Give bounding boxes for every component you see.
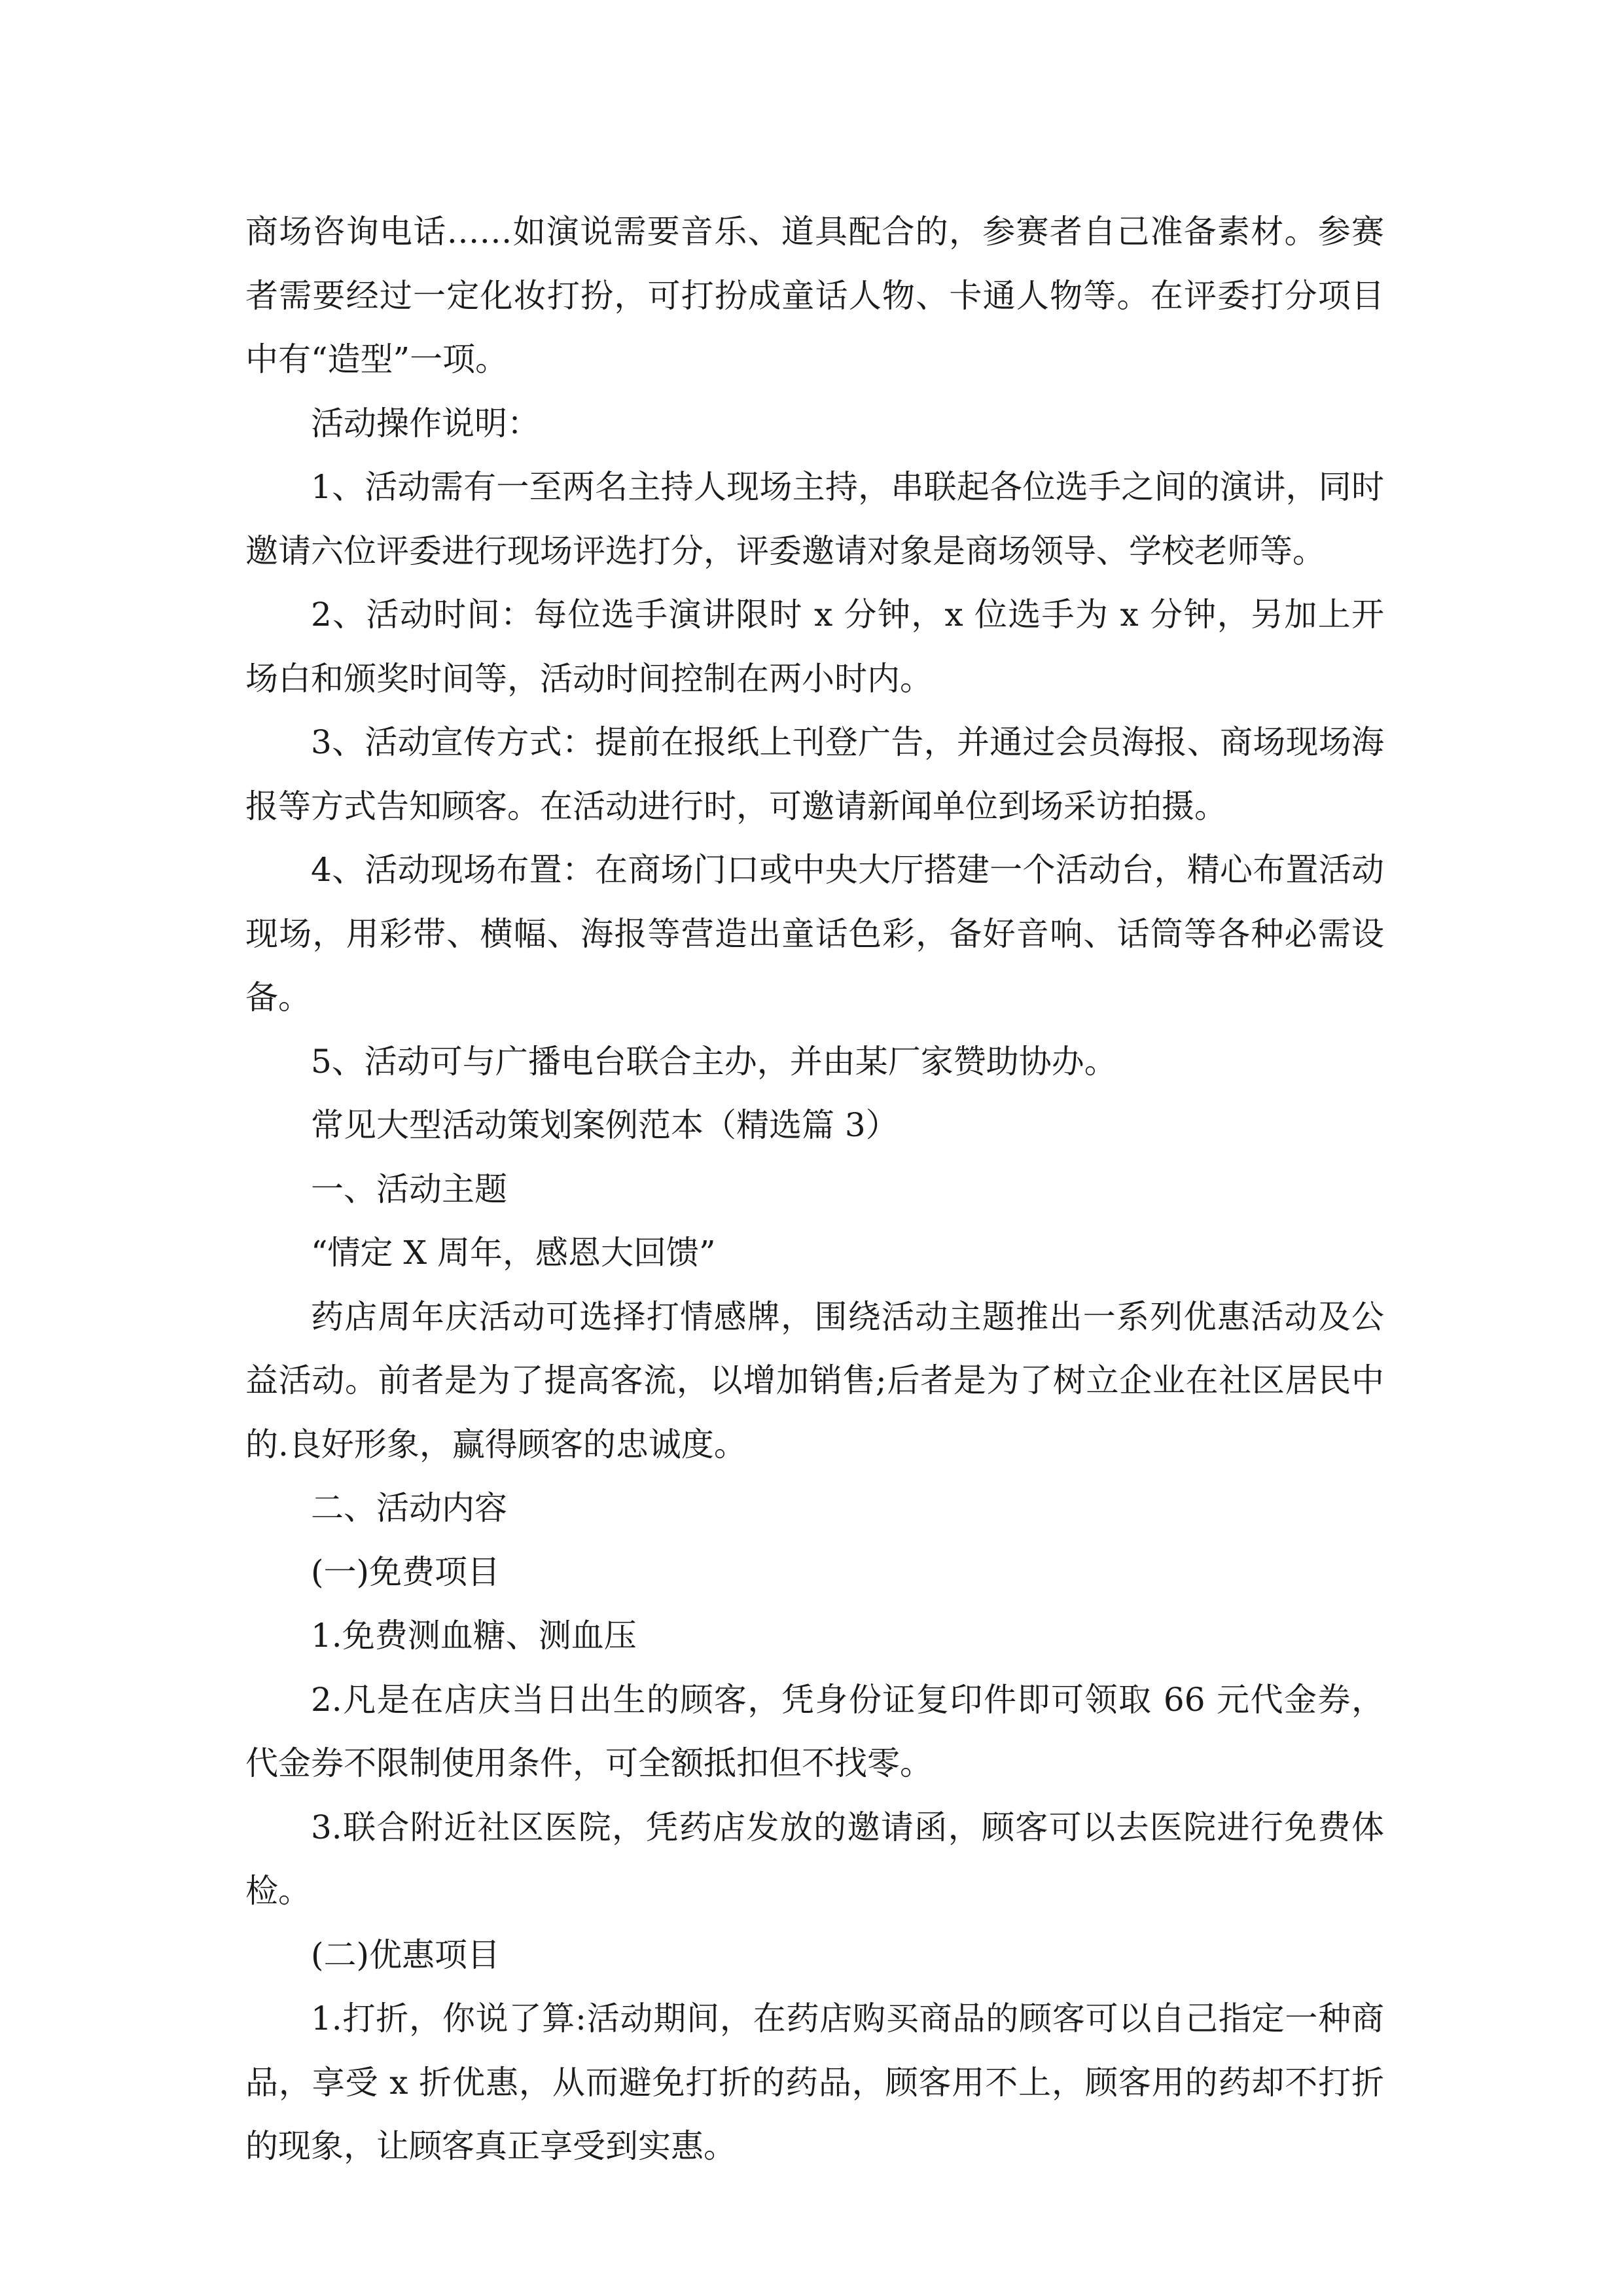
paragraph-intro-contact: 商场咨询电话……如演说需要音乐、道具配合的，参赛者自己准备素材。参赛者需要经过一定化妆打扮，可打扮成童话人物、卡通人物等。在评委打分项目中有“造型”一项。 [245, 213, 1384, 378]
list-item-free-checkup: 3.联合附近社区医院，凭药店发放的邀请函，顾客可以去医院进行免费体检。 [245, 1808, 1384, 1910]
section-title-case-3: 常见大型活动策划案例范本（精选篇 3） [311, 1106, 899, 1144]
document-page [245, 200, 1384, 2179]
list-item-birthday-voucher: 2.凡是在店庆当日出生的顾客，凭身份证复印件即可领取 66 元代金券，代金券不限制使用条件，可全额抵扣但不找零。 [245, 1680, 1384, 1782]
heading-activity-content: 二、活动内容 [311, 1489, 507, 1527]
list-item-discount-choice: 1.打折，你说了算:活动期间，在药店购买商品的顾客可以自己指定一种商品，享受 x 折优惠，从而避免打折的药品，顾客用不上，顾客用的药却不打折的现象，让顾客真正享受到实惠。 [245, 2000, 1384, 2165]
list-item-promotion: 3、活动宣传方式：提前在报纸上刊登广告，并通过会员海报、商场现场海报等方式告知顾客。在活动进行时，可邀请新闻单位到场采访拍摄。 [245, 723, 1384, 825]
heading-activity-theme: 一、活动主题 [311, 1170, 507, 1208]
list-item-time: 2、活动时间：每位选手演讲限时 x 分钟，x 位选手为 x 分钟，另加上开场白和颁奖时间等，活动时间控制在两小时内。 [245, 596, 1384, 698]
paragraph-theme-description: 药店周年庆活动可选择打情感牌，围绕活动主题推出一系列优惠活动及公益活动。前者是为了提高客流，以增加销售;后者是为了树立企业在社区居民中的.良好形象，赢得顾客的忠诚度。 [245, 1297, 1384, 1463]
list-item-venue-setup: 4、活动现场布置：在商场门口或中央大厅搭建一个活动台，精心布置活动现场，用彩带、横幅、海报等营造出童话色彩，备好音响、话筒等各种必需设备。 [245, 851, 1384, 1016]
list-item-cohost: 5、活动可与广播电台联合主办，并由某厂家赞助协办。 [311, 1042, 1117, 1081]
subheading-free-items: (一)免费项目 [311, 1552, 501, 1591]
list-item-hosts: 1、活动需有一至两名主持人现场主持，串联起各位选手之间的演讲，同时邀请六位评委进行现场评选打分，评委邀请对象是商场领导、学校老师等。 [245, 468, 1384, 570]
theme-slogan: “情定 X 周年，感恩大回馈” [311, 1234, 716, 1272]
subheading-discount-items: (二)优惠项目 [311, 1935, 501, 1974]
heading-operation-notes: 活动操作说明： [311, 404, 540, 442]
list-item-free-test: 1.免费测血糖、测血压 [311, 1617, 637, 1655]
